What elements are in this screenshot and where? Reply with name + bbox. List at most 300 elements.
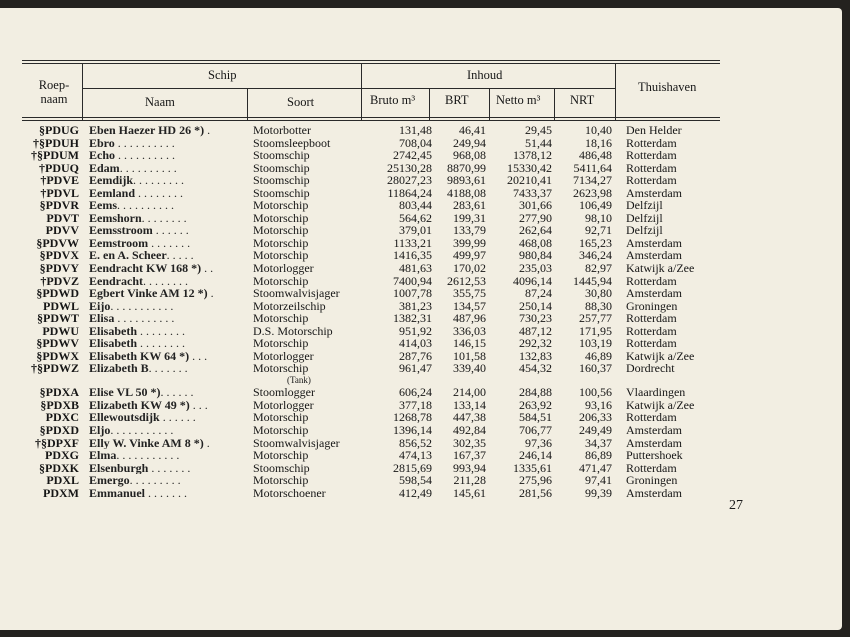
netto-m3: 301,66 xyxy=(519,198,552,213)
netto-m3: 584,51 xyxy=(519,410,552,425)
table-row xyxy=(22,162,720,175)
nrt: 46,89 xyxy=(585,348,612,363)
bruto-m3: 1133,21 xyxy=(393,235,432,250)
call-sign: PDVT xyxy=(46,210,79,225)
brt: 167,37 xyxy=(453,448,486,463)
nrt: 93,16 xyxy=(585,397,612,412)
ship-type: Motorlogger xyxy=(253,348,314,363)
ship-type: Motorbotter xyxy=(253,123,311,137)
leader-dots: . . . . . . . xyxy=(145,486,188,500)
table-row xyxy=(22,474,720,487)
ship-type: Motorschip xyxy=(253,311,309,326)
leader-dots: . . . . . . . . . . xyxy=(114,312,175,325)
ship-name: Edam xyxy=(89,161,120,175)
header-schip: Schip xyxy=(208,68,237,82)
leader-dots: . . . . . xyxy=(166,249,194,263)
ship-name-cell xyxy=(89,437,249,450)
table-row xyxy=(22,174,720,187)
table-row xyxy=(22,137,720,150)
brt: 336,03 xyxy=(453,323,486,338)
ship-type: Motorschip xyxy=(253,248,309,263)
ship-name: Eemsstroom xyxy=(89,224,153,237)
netto-m3: 292,32 xyxy=(519,336,552,351)
bruto-m3: 1007,78 xyxy=(393,286,432,301)
header-bottom-rule-inner xyxy=(22,120,720,121)
nrt: 106,49 xyxy=(579,198,612,213)
leader-dots: . . . . . . xyxy=(160,386,194,399)
home-port: Rotterdam xyxy=(626,135,677,150)
table-row xyxy=(22,275,720,288)
brt: 101,58 xyxy=(453,348,486,363)
ship-name-cell xyxy=(89,237,249,250)
netto-m3: 250,14 xyxy=(519,298,552,313)
home-port: Amsterdam xyxy=(626,248,682,263)
header-soort: Soort xyxy=(287,95,315,109)
leader-dots: . xyxy=(204,124,211,137)
ship-name: Ellewoutsdijk xyxy=(89,411,160,425)
bruto-m3: 856,52 xyxy=(399,435,432,450)
table-row xyxy=(22,449,720,462)
bruto-m3: 131,48 xyxy=(399,123,432,137)
ship-type: Motorschip xyxy=(253,336,309,351)
ship-type-note: (Tank) xyxy=(287,375,311,386)
home-port: Katwijk a/Zee xyxy=(626,348,695,363)
home-port: Rotterdam xyxy=(626,311,677,326)
call-sign: PDXM xyxy=(43,485,79,500)
ship-type: Stoomschip xyxy=(253,185,310,200)
brt: 487,96 xyxy=(453,311,486,326)
bruto-m3: 951,92 xyxy=(399,323,432,338)
nrt: 249,49 xyxy=(579,423,612,438)
ship-name-cell xyxy=(89,300,249,313)
ship-name-cell xyxy=(89,224,249,237)
ship-name-cell xyxy=(89,199,249,212)
table-row xyxy=(22,424,720,437)
leader-dots: . . . . . . . . . . . xyxy=(116,449,180,462)
leader-dots: . . . . . . . xyxy=(148,362,188,375)
leader-dots: . . . . . . . xyxy=(148,236,191,250)
header-brt: BRT xyxy=(445,93,469,107)
home-port: Amsterdam xyxy=(626,485,682,500)
nrt: 160,37 xyxy=(579,361,612,376)
brt: 447,38 xyxy=(453,410,486,425)
table-row xyxy=(22,399,720,412)
call-sign: †§PDWZ xyxy=(31,361,79,376)
ship-type: Stoomschip xyxy=(253,148,310,163)
header-netto: Netto m³ xyxy=(496,93,541,107)
call-sign: §PDVX xyxy=(39,248,79,263)
brt: 9893,61 xyxy=(447,173,486,188)
inhoud-sub-rule xyxy=(361,88,615,89)
leader-dots: . . xyxy=(201,262,214,275)
bruto-m3: 1396,14 xyxy=(393,423,432,438)
nrt: 1445,94 xyxy=(573,273,612,288)
ship-name: Ebro xyxy=(89,136,115,150)
ship-name: E. en A. Scheer xyxy=(89,249,167,263)
table-row xyxy=(22,187,720,200)
call-sign: PDXL xyxy=(46,473,79,488)
table-row xyxy=(22,350,720,363)
table-row xyxy=(22,462,720,475)
netto-m3: 246,14 xyxy=(519,448,552,463)
ship-name: Emergo xyxy=(89,474,130,487)
table-row xyxy=(22,312,720,325)
home-port: Delfzijl xyxy=(626,198,663,213)
netto-m3: 51,44 xyxy=(525,135,552,150)
bruto-m3: 481,63 xyxy=(399,261,432,276)
home-port: Amsterdam xyxy=(626,235,682,250)
bruto-m3: 708,04 xyxy=(399,135,432,150)
nrt: 486,48 xyxy=(579,148,612,163)
nrt: 471,47 xyxy=(579,460,612,475)
nrt: 171,95 xyxy=(579,323,612,338)
ship-name-cell xyxy=(89,249,249,262)
ship-type: Stoomlogger xyxy=(253,385,315,400)
ship-name-cell xyxy=(89,275,249,288)
brt: 399,99 xyxy=(453,235,486,250)
leader-dots: . . . . . . . xyxy=(148,461,191,475)
header-divider xyxy=(82,63,83,120)
home-port: Rotterdam xyxy=(626,173,677,188)
ship-type: Motorschip xyxy=(253,423,309,438)
netto-m3: 730,23 xyxy=(519,311,552,326)
bruto-m3: 25130,28 xyxy=(387,160,432,175)
leader-dots: . . . . . . . . xyxy=(137,324,186,338)
ship-name-cell xyxy=(89,149,249,162)
ship-name: Elise VL 50 *) xyxy=(89,386,161,399)
ship-name: Eben Haezer HD 26 *) xyxy=(89,124,205,137)
call-sign: §PDVY xyxy=(39,261,79,276)
call-sign: §PDWT xyxy=(37,311,79,326)
home-port: Katwijk a/Zee xyxy=(626,261,695,276)
table-row xyxy=(22,149,720,162)
home-port: Delfzijl xyxy=(626,223,663,238)
ship-name: Eemland xyxy=(89,186,136,200)
netto-m3: 1335,61 xyxy=(513,460,552,475)
netto-m3: 980,84 xyxy=(519,248,552,263)
nrt: 7134,27 xyxy=(573,173,612,188)
brt: 249,94 xyxy=(453,135,486,150)
ship-type: Stoomwalvisjager xyxy=(253,286,340,301)
ship-type: Stoomsleepboot xyxy=(253,135,331,150)
nrt: 346,24 xyxy=(579,248,612,263)
call-sign: †§PDUH xyxy=(33,135,79,150)
ship-type: Motorzeilschip xyxy=(253,298,326,313)
netto-m3: 15330,42 xyxy=(507,160,552,175)
page-number: 27 xyxy=(729,498,743,513)
header-roepnaam: Roep- naam xyxy=(38,78,70,106)
table-row xyxy=(22,437,720,450)
leader-dots: . . . . . . . . . . . xyxy=(110,424,174,437)
ship-name-cell xyxy=(89,287,249,300)
home-port: Rotterdam xyxy=(626,148,677,163)
bruto-m3: 2815,69 xyxy=(393,460,432,475)
home-port: Puttershoek xyxy=(626,448,683,463)
brt: 46,41 xyxy=(459,123,486,137)
ship-name: Elizabeth B xyxy=(89,362,149,375)
ship-name-cell xyxy=(89,399,249,412)
bruto-m3: 606,24 xyxy=(399,385,432,400)
ship-type: Motorschip xyxy=(253,210,309,225)
leader-dots: . . . . . . . . . xyxy=(129,474,181,487)
ship-name-cell xyxy=(89,337,249,350)
netto-m3: 277,90 xyxy=(519,210,552,225)
ship-name-cell xyxy=(89,325,249,338)
ship-name-cell xyxy=(89,462,249,475)
brt: 133,79 xyxy=(453,223,486,238)
netto-m3: 263,92 xyxy=(519,397,552,412)
table-body xyxy=(22,124,720,499)
table-row xyxy=(22,212,720,225)
bruto-m3: 1416,35 xyxy=(393,248,432,263)
nrt: 257,77 xyxy=(579,311,612,326)
nrt: 18,16 xyxy=(585,135,612,150)
ship-name: Eemstroom xyxy=(89,236,149,250)
call-sign: §PDWX xyxy=(36,348,79,363)
bruto-m3: 377,18 xyxy=(399,397,432,412)
ship-type: Motorschip xyxy=(253,448,309,463)
ship-name: Elizabeth KW 49 *) xyxy=(89,398,190,412)
netto-m3: 262,64 xyxy=(519,223,552,238)
home-port: Rotterdam xyxy=(626,323,677,338)
table-row xyxy=(22,386,720,399)
netto-m3: 281,56 xyxy=(519,485,552,500)
ship-type: Motorlogger xyxy=(253,397,314,412)
leader-dots: . . . . . . . . xyxy=(141,211,187,225)
bruto-m3: 474,13 xyxy=(399,448,432,463)
ship-type: Motorlogger xyxy=(253,261,314,276)
ship-name: Eendracht KW 168 *) xyxy=(89,262,202,275)
header-divider xyxy=(615,63,616,120)
home-port: Rotterdam xyxy=(626,460,677,475)
ship-type: Motorschip xyxy=(253,223,309,238)
netto-m3: 487,12 xyxy=(519,323,552,338)
nrt: 2623,98 xyxy=(573,185,612,200)
ship-name: Eems xyxy=(89,199,117,212)
table-row xyxy=(22,249,720,262)
ship-name-cell xyxy=(89,474,249,487)
leader-dots: . . . . . . . . . . xyxy=(117,199,174,212)
nrt: 30,80 xyxy=(585,286,612,301)
ship-name: Elsenburgh xyxy=(89,461,149,475)
call-sign: PDXC xyxy=(45,410,79,425)
call-sign: †PDVL xyxy=(40,185,79,200)
call-sign: †§DPXF xyxy=(35,435,79,450)
brt: 8870,99 xyxy=(447,160,486,175)
ship-name: Elisa xyxy=(89,312,115,325)
header-divider xyxy=(247,88,248,120)
brt: 133,14 xyxy=(453,397,486,412)
schip-sub-rule xyxy=(82,88,361,89)
table-top-rule xyxy=(22,60,720,61)
nrt: 165,23 xyxy=(579,235,612,250)
home-port: Amsterdam xyxy=(626,286,682,301)
table-row xyxy=(22,237,720,250)
ship-type: Motorschip xyxy=(253,273,309,288)
call-sign: §PDXB xyxy=(40,397,79,412)
call-sign: PDVV xyxy=(45,223,79,238)
table-row xyxy=(22,262,720,275)
netto-m3: 20210,41 xyxy=(507,173,552,188)
home-port: Delfzijl xyxy=(626,210,663,225)
call-sign: §PDXD xyxy=(39,423,79,438)
call-sign: §PDVR xyxy=(39,198,79,213)
brt: 214,00 xyxy=(453,385,486,400)
brt: 199,31 xyxy=(453,210,486,225)
ship-name-cell xyxy=(89,487,249,500)
nrt: 34,37 xyxy=(585,435,612,450)
brt: 2612,53 xyxy=(447,273,486,288)
bruto-m3: 564,62 xyxy=(399,210,432,225)
leader-dots: . . . . . . . . xyxy=(143,274,188,288)
netto-m3: 29,45 xyxy=(525,123,552,137)
ship-type: Stoomschip xyxy=(253,173,310,188)
table-row xyxy=(22,124,720,137)
call-sign: †PDVZ xyxy=(40,273,79,288)
netto-m3: 235,03 xyxy=(519,261,552,276)
netto-m3: 454,32 xyxy=(519,361,552,376)
table-row xyxy=(22,362,720,386)
ship-name-cell xyxy=(89,362,249,375)
ship-name: Echo xyxy=(89,149,116,162)
home-port: Katwijk a/Zee xyxy=(626,397,695,412)
bruto-m3: 598,54 xyxy=(399,473,432,488)
ship-name-cell xyxy=(89,137,249,150)
brt: 968,08 xyxy=(453,148,486,163)
bruto-m3: 1268,78 xyxy=(393,410,432,425)
home-port: Groningen xyxy=(626,473,678,488)
bruto-m3: 379,01 xyxy=(399,223,432,238)
leader-dots: . . . . . . . . . xyxy=(133,174,185,187)
nrt: 5411,64 xyxy=(573,160,612,175)
netto-m3: 275,96 xyxy=(519,473,552,488)
bruto-m3: 412,49 xyxy=(399,485,432,500)
ship-name: Elisabeth KW 64 *) xyxy=(89,349,190,363)
nrt: 206,33 xyxy=(579,410,612,425)
nrt: 10,40 xyxy=(585,123,612,137)
brt: 355,75 xyxy=(453,286,486,301)
bruto-m3: 381,23 xyxy=(399,298,432,313)
ship-name-cell xyxy=(89,174,249,187)
netto-m3: 4096,14 xyxy=(513,273,552,288)
leader-dots: . . . . . . . . xyxy=(137,337,186,350)
header-divider xyxy=(489,88,490,120)
nrt: 92,71 xyxy=(585,223,612,238)
call-sign: PDWU xyxy=(42,323,79,338)
bruto-m3: 28027,23 xyxy=(387,173,432,188)
leader-dots: . xyxy=(207,287,214,300)
brt: 993,94 xyxy=(453,460,486,475)
bruto-m3: 961,47 xyxy=(399,361,432,376)
table-row xyxy=(22,411,720,424)
ship-name: Elma xyxy=(89,449,117,462)
ship-type: Motorschip xyxy=(253,361,309,376)
netto-m3: 87,24 xyxy=(525,286,552,301)
bruto-m3: 287,76 xyxy=(399,348,432,363)
call-sign: §PDXA xyxy=(39,385,79,400)
bruto-m3: 2742,45 xyxy=(393,148,432,163)
table-row xyxy=(22,199,720,212)
ship-type: D.S. Motorschip xyxy=(253,323,333,338)
ship-name-cell xyxy=(89,262,249,275)
table-row xyxy=(22,287,720,300)
nrt: 88,30 xyxy=(585,298,612,313)
ship-name-cell xyxy=(89,212,249,225)
bruto-m3: 11864,24 xyxy=(387,185,432,200)
home-port: Rotterdam xyxy=(626,336,677,351)
leader-dots: . . . . . . . . . . . xyxy=(110,299,174,313)
ship-type: Motorschip xyxy=(253,473,309,488)
netto-m3: 284,88 xyxy=(519,385,552,400)
netto-m3: 7433,37 xyxy=(513,185,552,200)
nrt: 82,97 xyxy=(585,261,612,276)
ship-type: Motorschip xyxy=(253,235,309,250)
leader-dots: . . . . . . . . xyxy=(135,186,184,200)
header-bruto: Bruto m³ xyxy=(370,93,416,107)
call-sign: §PDWV xyxy=(36,336,79,351)
brt: 283,61 xyxy=(453,198,486,213)
ship-name-cell xyxy=(89,162,249,175)
ship-name-cell xyxy=(89,386,249,399)
home-port: Amsterdam xyxy=(626,185,682,200)
leader-dots: . . . . . . xyxy=(152,224,189,237)
call-sign: †§PDUM xyxy=(31,148,79,163)
header-divider xyxy=(361,63,362,120)
bruto-m3: 1382,31 xyxy=(393,311,432,326)
header-thuishaven: Thuishaven xyxy=(638,80,697,94)
call-sign: PDWL xyxy=(43,298,79,313)
call-sign: §PDVW xyxy=(36,235,79,250)
bruto-m3: 414,03 xyxy=(399,336,432,351)
leader-dots: . . . xyxy=(189,398,208,412)
ship-type: Motorschip xyxy=(253,410,309,425)
call-sign: PDXG xyxy=(45,448,79,463)
ship-name: Emmanuel xyxy=(89,486,146,500)
home-port: Vlaardingen xyxy=(626,385,686,400)
netto-m3: 132,83 xyxy=(519,348,552,363)
brt: 170,02 xyxy=(453,261,486,276)
brt: 339,40 xyxy=(453,361,486,376)
nrt: 98,10 xyxy=(585,210,612,225)
brt: 492,84 xyxy=(453,423,486,438)
brt: 211,28 xyxy=(453,473,486,488)
call-sign: †PDVE xyxy=(40,173,79,188)
brt: 302,35 xyxy=(453,435,486,450)
nrt: 103,19 xyxy=(579,336,612,351)
ship-name-cell xyxy=(89,350,249,363)
ship-type: Stoomschip xyxy=(253,160,310,175)
header-divider xyxy=(429,88,430,120)
ship-name: Elly W. Vinke AM 8 *) xyxy=(89,436,204,450)
call-sign: †PDUQ xyxy=(39,160,79,175)
header-inhoud: Inhoud xyxy=(467,68,503,82)
home-port: Dordrecht xyxy=(626,361,675,376)
leader-dots: . . . xyxy=(189,349,208,363)
brt: 4188,08 xyxy=(447,185,486,200)
bruto-m3: 803,44 xyxy=(399,198,432,213)
call-sign: §PDWD xyxy=(36,286,79,301)
header-nrt: NRT xyxy=(570,93,595,107)
leader-dots: . . . . . . . . . . xyxy=(119,161,177,175)
nrt: 100,56 xyxy=(579,385,612,400)
call-sign: §PDUG xyxy=(39,123,79,137)
brt: 145,61 xyxy=(453,485,486,500)
ship-name: Eendracht xyxy=(89,274,143,288)
ship-name: Elisabeth xyxy=(89,324,138,338)
netto-m3: 97,36 xyxy=(525,435,552,450)
ship-type: Motorschoener xyxy=(253,485,326,500)
home-port: Amsterdam xyxy=(626,423,682,438)
